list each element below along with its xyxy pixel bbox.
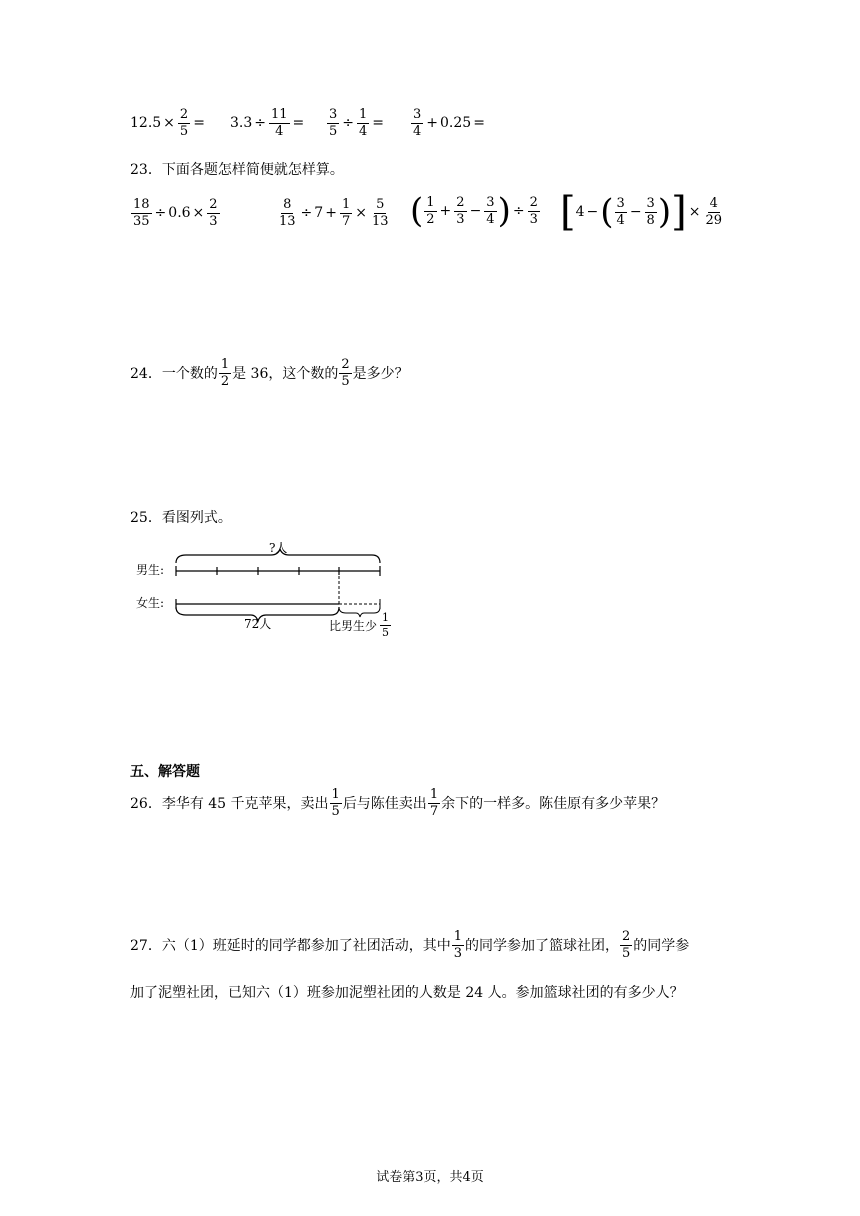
operand: 7	[314, 205, 324, 222]
equals-sign: =	[193, 115, 205, 132]
numerator: 18	[133, 197, 150, 212]
numerator: 1	[220, 357, 230, 372]
operator: −	[586, 204, 599, 220]
operator: ÷	[154, 205, 167, 222]
fraction	[269, 108, 290, 138]
denominator: 29	[705, 212, 722, 228]
numerator: 2	[341, 357, 350, 372]
fraction	[454, 196, 466, 226]
fraction	[370, 198, 391, 228]
operator: ×	[688, 204, 701, 220]
denominator: 7	[429, 803, 439, 819]
numerator: 1	[426, 194, 435, 210]
numerator: 2	[209, 197, 218, 212]
numerator: 1	[331, 787, 340, 802]
calc-expr-4	[410, 108, 487, 138]
diagram-lines	[136, 541, 436, 641]
operator: ×	[355, 205, 367, 222]
numerator: 3	[413, 107, 422, 122]
fraction	[178, 108, 190, 138]
bottom-quantity-label: 72人	[244, 617, 272, 631]
calc-expr-1	[130, 108, 207, 138]
denominator: 35	[133, 213, 150, 229]
denominator: 3	[453, 945, 463, 961]
denominator: 13	[371, 213, 389, 229]
question-24	[130, 358, 409, 388]
numerator: 3	[646, 195, 655, 211]
page-footer: 试卷第3页，共4页	[376, 1170, 484, 1185]
fraction	[703, 197, 724, 227]
fraction	[452, 930, 464, 960]
denominator: 3	[529, 211, 538, 227]
fraction	[330, 788, 342, 818]
fraction	[219, 358, 231, 388]
fraction	[131, 198, 152, 228]
denominator: 5	[329, 123, 338, 139]
question-text: 余下的一样多。陈佳原有多少苹果？	[441, 796, 666, 813]
fraction	[620, 930, 632, 960]
numerator: 4	[709, 195, 718, 211]
denominator: 3	[456, 211, 465, 227]
numerator: 2	[622, 929, 631, 944]
denominator: 5	[341, 373, 350, 389]
q23-expr-1	[130, 198, 221, 228]
right-bracket: ]	[671, 189, 687, 235]
denominator: 13	[279, 213, 296, 229]
operator: ×	[163, 115, 175, 132]
denominator: 4	[413, 123, 422, 139]
denominator: 5	[179, 123, 189, 139]
denominator: 4	[486, 211, 495, 227]
numerator: 3	[616, 195, 625, 211]
question-27-line-2: 加了泥塑社团，已知六（1）班参加泥塑社团的人数是 24 人。参加篮球社团的有多少人？	[130, 985, 684, 1001]
calc-expr-2	[230, 108, 306, 138]
difference-brace	[339, 607, 380, 617]
question-text: 26．李华有 45 千克苹果，卖出	[130, 796, 329, 813]
fraction	[277, 198, 298, 228]
q23-expr-4	[560, 189, 725, 235]
left-paren: (	[600, 192, 614, 232]
numerator: 1	[341, 197, 351, 212]
question-26	[130, 788, 665, 818]
fraction	[411, 108, 423, 138]
numerator: 8	[283, 197, 292, 212]
operand: 3.3	[230, 115, 253, 132]
q23-expr-2	[276, 198, 392, 228]
operator: −	[469, 203, 482, 219]
operator: −	[629, 204, 642, 220]
operator: +	[325, 205, 337, 222]
question-text: 是 36，这个数的	[232, 366, 339, 383]
operator: +	[426, 115, 439, 132]
fraction	[528, 196, 540, 226]
fraction	[615, 197, 627, 227]
question-25-prompt: 25．看图列式。	[130, 510, 232, 526]
numerator: 3	[486, 194, 495, 210]
fraction	[424, 196, 436, 226]
fraction	[645, 197, 657, 227]
fraction	[327, 108, 339, 138]
right-paren: )	[657, 192, 672, 232]
question-text: 的同学参	[633, 938, 690, 955]
denominator: 5	[382, 625, 390, 639]
equals-sign: =	[473, 115, 485, 132]
left-paren: (	[410, 191, 424, 231]
numerator: 11	[271, 107, 288, 122]
operator: +	[439, 203, 452, 219]
question-text: 后与陈佳卖出	[342, 796, 427, 813]
question-text: 27．六（1）班延时的同学都参加了社团活动，其中	[130, 938, 451, 955]
denominator: 5	[622, 945, 631, 961]
q23-expr-3	[410, 191, 541, 231]
denominator: 2	[220, 373, 230, 389]
equals-sign: =	[292, 115, 305, 132]
denominator: 7	[341, 213, 351, 229]
difference-text: 比男生少	[329, 618, 378, 633]
operator: ÷	[342, 115, 355, 132]
fraction	[484, 196, 496, 226]
calc-expr-3	[326, 108, 386, 138]
operator: ÷	[254, 115, 266, 132]
question-text: 24．一个数的	[130, 366, 218, 383]
right-paren: )	[497, 191, 511, 231]
denominator: 2	[426, 211, 435, 227]
operator: ÷	[512, 203, 525, 219]
left-bracket: [	[560, 189, 576, 235]
top-quantity-label: ?人	[269, 541, 288, 555]
denominator: 8	[646, 212, 655, 228]
boy-label: 男生:	[136, 563, 165, 577]
line-segment-diagram	[136, 541, 436, 641]
denominator: 5	[331, 803, 340, 819]
girl-label: 女生:	[136, 596, 165, 610]
question-23-prompt: 23．下面各题怎样简便就怎样算。	[130, 162, 344, 178]
numerator: 1	[359, 107, 368, 122]
operator: ×	[192, 205, 205, 222]
numerator: 2	[456, 194, 465, 210]
section-5-title: 五、解答题	[130, 764, 200, 780]
operand: 0.25	[440, 115, 472, 132]
question-text: 是多少？	[352, 366, 409, 383]
numerator: 2	[529, 194, 538, 210]
fraction	[207, 198, 219, 228]
denominator: 4	[616, 212, 625, 228]
bottom-brace	[176, 607, 339, 621]
top-brace	[176, 549, 380, 563]
fraction	[339, 358, 351, 388]
numerator: 3	[329, 107, 338, 122]
operator: ÷	[300, 205, 313, 222]
denominator: 4	[359, 123, 368, 139]
question-27	[130, 930, 689, 960]
numerator: 1	[453, 929, 463, 944]
numerator: 1	[382, 611, 390, 624]
calc-row-1	[130, 108, 207, 138]
fraction	[340, 198, 352, 228]
numerator: 1	[429, 787, 439, 802]
operand: 4	[575, 204, 585, 220]
denominator: 4	[275, 123, 284, 139]
operand: 0.6	[168, 205, 191, 222]
operand: 12.5	[130, 115, 162, 132]
fraction	[357, 108, 369, 138]
numerator: 2	[179, 107, 189, 122]
question-text: 的同学参加了篮球社团，	[465, 938, 620, 955]
fraction	[428, 788, 440, 818]
numerator: 5	[376, 197, 385, 212]
equals-sign: =	[372, 115, 385, 132]
denominator: 3	[209, 213, 218, 229]
